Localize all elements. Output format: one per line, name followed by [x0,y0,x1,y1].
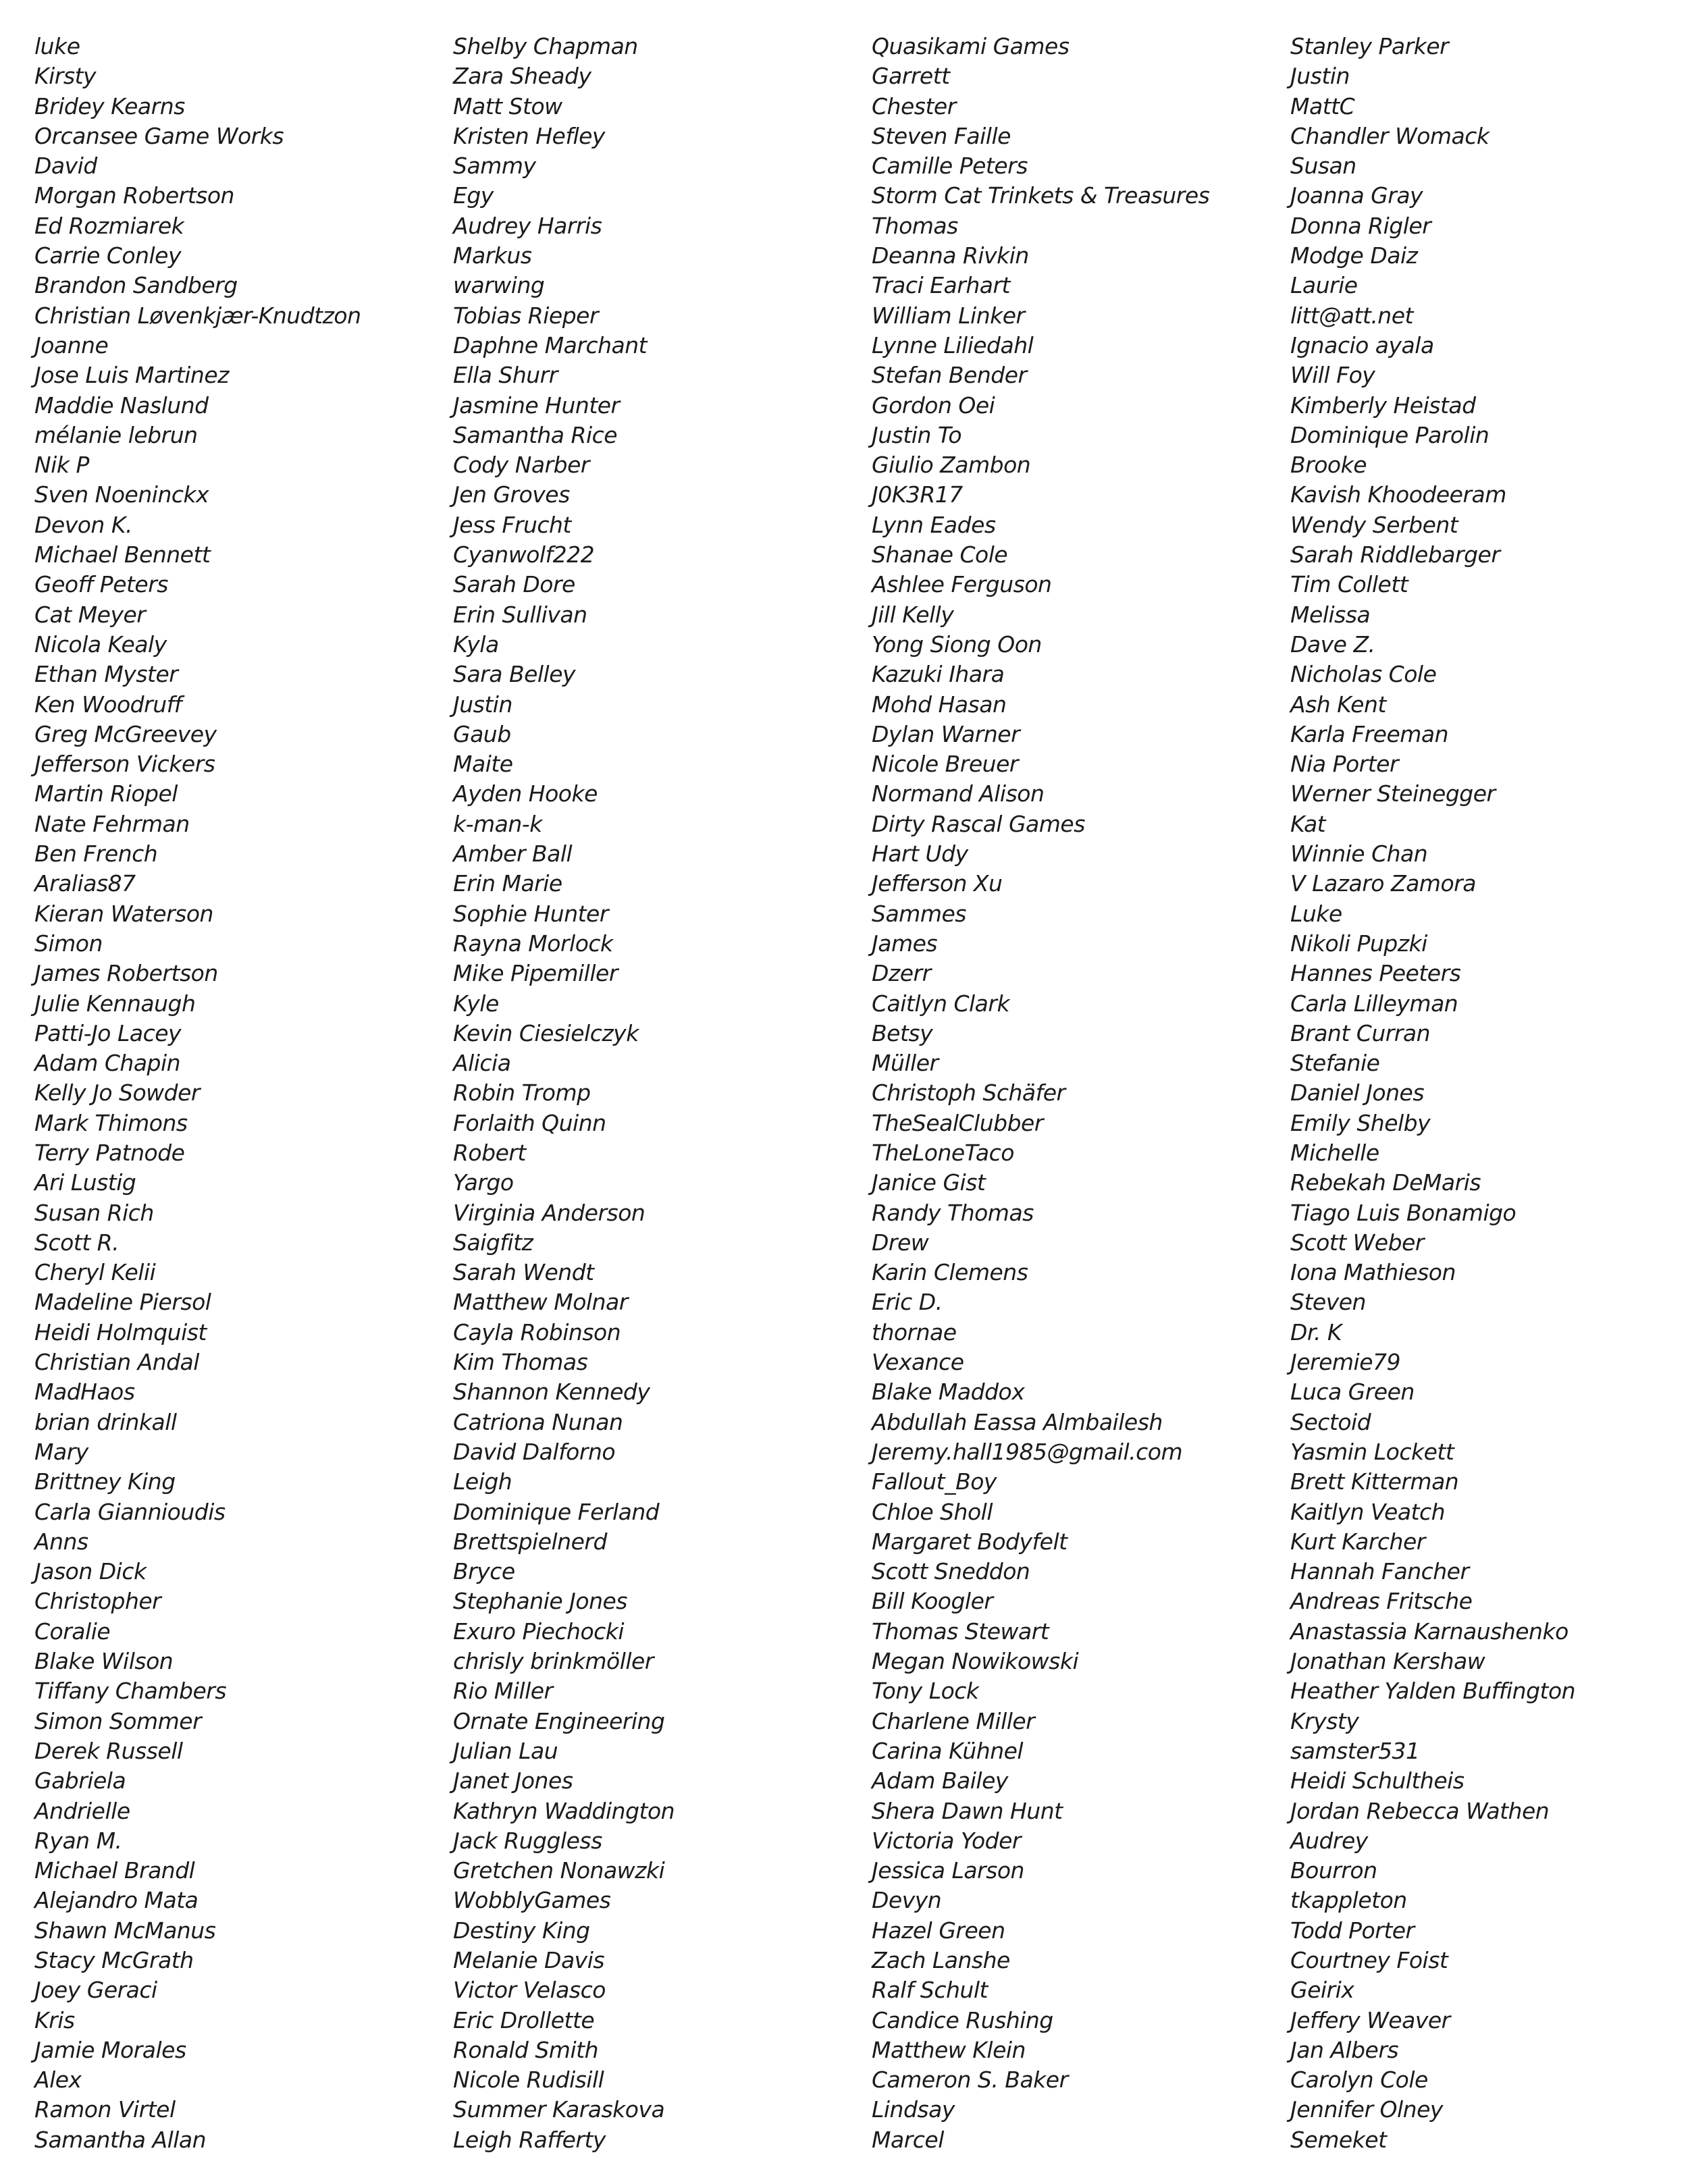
name-entry: Sammes [872,900,966,927]
name-entry: Sarah Riddlebarger [1290,541,1500,568]
name-entry: Vexance [872,1349,964,1376]
name-entry: Semeket [1290,2126,1387,2153]
name-entry: Mary [34,1438,88,1465]
name-entry: Scott Sneddon [872,1558,1030,1585]
name-entry: Giulio Zambon [872,452,1031,479]
name-entry: Donna Rigler [1290,212,1431,239]
name-entry: Thomas Stewart [872,1618,1049,1645]
name-entry: Brant Curran [1290,1019,1431,1046]
name-entry: Carla Lilleyman [1290,990,1458,1017]
name-entry: Kirsty [34,63,97,90]
name-entry: Melissa [1290,601,1371,628]
name-entry: Patti-Jo Lacey [34,1019,182,1046]
name-entry: Quasikami Games [872,33,1070,59]
name-entry: Michael Brandl [34,1857,195,1884]
name-entry: Normand Alison [872,780,1045,807]
name-entry: Samantha Allan [34,2126,207,2153]
name-entry: Candice Rushing [872,2006,1053,2033]
name-entry: Susan [1290,153,1356,180]
name-entry: Andreas Fritsche [1290,1588,1473,1615]
name-entry: Simon [34,930,103,957]
name-entry: Alicia [453,1050,511,1077]
name-entry: Megan Nowikowski [872,1648,1079,1675]
name-entry: Tim Collett [1290,571,1408,598]
name-entry: Michael Bennett [34,541,211,568]
name-entry: Jen Groves [453,481,570,508]
name-entry: Rebekah DeMaris [1290,1169,1481,1196]
name-entry: Nicola Kealy [34,631,167,658]
name-entry: Joey Geraci [34,1977,157,2004]
name-entry: Ethan Myster [34,661,178,688]
name-entry: Christopher [34,1588,161,1615]
name-entry: Cody Narber [453,452,589,479]
name-entry: Chandler Womack [1290,122,1489,149]
name-entry: Carina Kühnel [872,1737,1024,1764]
name-entry: Martin Riopel [34,780,178,807]
name-entry: James Robertson [34,960,218,987]
name-entry: Lynne Liliedahl [872,331,1034,358]
name-entry: Carla Giannioudis [34,1498,226,1525]
name-entry: Nicholas Cole [1290,661,1437,688]
name-entry: Jeremie79 [1290,1349,1401,1376]
name-entry: Jasmine Hunter [453,392,620,419]
name-entry: Ash Kent [1290,691,1386,718]
name-entry: Cat Meyer [34,601,146,628]
name-entry: Kathryn Waddington [453,1797,675,1824]
name-entry: Devyn [872,1887,942,1914]
name-entry: Julie Kennaugh [34,990,196,1017]
name-entry: Melanie Davis [453,1947,605,1973]
name-entry: Brooke [1290,452,1367,479]
name-entry: Sophie Hunter [453,900,608,927]
name-entry: Dominique Parolin [1290,421,1489,448]
name-entry: Saigfitz [453,1229,533,1256]
name-entry: Audrey Harris [453,212,602,239]
name-entry: Luca Green [1290,1379,1415,1406]
name-entry: Mark Thimons [34,1109,188,1136]
name-entry: Ralf Schult [872,1977,988,2004]
name-entry: Maddie Naslund [34,392,209,419]
name-entry: Robert [453,1139,526,1166]
name-entry: Ari Lustig [34,1169,136,1196]
name-entry: Tobias Rieper [453,302,599,329]
name-entry: Ella Shurr [453,362,558,389]
name-entry: Gabriela [34,1767,126,1794]
name-entry: Sven Noeninckx [34,481,209,508]
name-entry: Justin [453,691,512,718]
name-entry: Thomas [872,212,958,239]
name-column-4 [1290,32,1688,2155]
name-entry: Nia Porter [1290,751,1399,778]
name-entry: Nik P [34,452,89,479]
name-entry: Tony Lock [872,1678,979,1705]
name-entry: Jill Kelly [872,601,954,628]
name-entry: Erin Marie [453,870,562,897]
name-entry: Geirix [1290,1977,1354,2004]
name-entry: Kazuki Ihara [872,661,1005,688]
name-entry: Matthew Molnar [453,1289,628,1316]
name-entry: Kaitlyn Veatch [1290,1498,1446,1525]
name-entry: Scott Weber [1290,1229,1424,1256]
name-entry: Stefan Bender [872,362,1027,389]
name-entry: Forlaith Quinn [453,1109,606,1136]
name-entry: Maite [453,751,513,778]
name-entry: Shannon Kennedy [453,1379,650,1406]
name-entry: Zara Sheady [453,63,591,90]
name-entry: Dylan Warner [872,720,1020,747]
name-entry: tkappleton [1290,1887,1407,1914]
name-entry: Charlene Miller [872,1707,1035,1734]
name-entry: Jeffery Weaver [1290,2006,1450,2033]
name-entry: Jonathan Kershaw [1290,1648,1485,1675]
name-entry: Rayna Morlock [453,930,613,957]
name-entry: Gaub [453,720,511,747]
name-entry: Stacy McGrath [34,1947,194,1973]
name-entry: MattC [1290,92,1355,119]
name-entry: Cheryl Kelii [34,1259,156,1286]
name-entry: Eric D. [872,1289,943,1316]
name-entry: Ornate Engineering [453,1707,665,1734]
name-entry: Jason Dick [34,1558,147,1585]
name-entry: Wendy Serbent [1290,511,1458,538]
name-entry: Ronald Smith [453,2036,598,2063]
name-entry: Victoria Yoder [872,1827,1022,1854]
name-entry: Ramon Virtel [34,2096,176,2123]
name-entry: Robin Tromp [453,1080,591,1107]
name-entry: Derek Russell [34,1737,183,1764]
name-entry: Kimberly Heistad [1290,392,1476,419]
name-entry: Dominique Ferland [453,1498,660,1525]
name-entry: Stanley Parker [1290,33,1449,59]
name-entry: chrisly brinkmöller [453,1648,654,1675]
name-entry: litt@att.net [1290,302,1413,329]
name-entry: Carolyn Cole [1290,2067,1428,2094]
name-entry: Steven Faille [872,122,1011,149]
name-entry: Hazel Green [872,1917,1005,1944]
name-entry: James [872,930,938,957]
name-entry: Aralias87 [34,870,136,897]
name-entry: Iona Mathieson [1290,1259,1456,1286]
name-entry: Lindsay [872,2096,955,2123]
name-entry: Hannah Fancher [1290,1558,1469,1585]
name-entry: Ed Rozmiarek [34,212,184,239]
name-entry: Karin Clemens [872,1259,1028,1286]
name-entry: Dave Z. [1290,631,1375,658]
name-entry: Nicole Breuer [872,751,1018,778]
name-entry: Courtney Foist [1290,1947,1448,1973]
name-entry: Ken Woodruff [34,691,182,718]
name-entry: Heidi Holmquist [34,1319,207,1346]
name-entry: Coralie [34,1618,111,1645]
name-entry: Shera Dawn Hunt [872,1797,1063,1824]
name-entry: Adam Chapin [34,1050,181,1077]
name-entry: Matt Stow [453,92,562,119]
name-entry: Jose Luis Martinez [34,362,229,389]
name-entry: TheSealClubber [872,1109,1043,1136]
name-entry: Exuro Piechocki [453,1618,625,1645]
name-entry: William Linker [872,302,1025,329]
name-entry: Jennifer Olney [1290,2096,1443,2123]
name-entry: Tiago Luis Bonamigo [1290,1199,1516,1226]
name-entry: Nate Fehrman [34,810,190,837]
name-entry: Heather Yalden Buffington [1290,1678,1576,1705]
name-entry: Müller [872,1050,939,1077]
name-entry: Drew [872,1229,929,1256]
name-entry: Anastassia Karnaushenko [1290,1618,1568,1645]
name-entry: Chester [872,92,956,119]
name-entry: Jan Albers [1290,2036,1399,2063]
name-entry: Summer Karaskova [453,2096,665,2123]
name-entry: Will Foy [1290,362,1375,389]
name-entry: Greg McGreevey [34,720,217,747]
name-entry: Virginia Anderson [453,1199,645,1226]
name-entry: Samantha Rice [453,421,618,448]
name-entry: k-man-k [453,810,542,837]
name-entry: Shawn McManus [34,1917,216,1944]
name-entry: Winnie Chan [1290,841,1428,868]
name-entry: Gretchen Nonawzki [453,1857,665,1884]
name-entry: Kat [1290,810,1326,837]
name-entry: Brett Kitterman [1290,1468,1459,1495]
name-entry: Ayden Hooke [453,780,598,807]
name-entry: Tiffany Chambers [34,1678,227,1705]
name-entry: Audrey [1290,1827,1368,1854]
name-entry: WobblyGames [453,1887,611,1914]
name-entry: Jamie Morales [34,2036,186,2063]
name-entry: Yasmin Lockett [1290,1438,1454,1465]
name-entry: Sarah Wendt [453,1259,594,1286]
name-entry: Dzerr [872,960,931,987]
name-entry: Susan Rich [34,1199,154,1226]
name-entry: Orcansee Game Works [34,122,284,149]
name-entry: MadHaos [34,1379,135,1406]
name-entry: Traci Earhart [872,272,1010,299]
name-entry: Margaret Bodyfelt [872,1528,1067,1555]
name-entry: Yong Siong Oon [872,631,1042,658]
name-entry: Stefanie [1290,1050,1380,1077]
name-entry: Laurie [1290,272,1358,299]
name-entry: J0K3R17 [872,481,963,508]
name-entry: David Dalforno [453,1438,616,1465]
name-entry: Kevin Ciesielczyk [453,1019,639,1046]
name-entry: Luke [1290,900,1342,927]
name-entry: Joanna Gray [1290,182,1423,209]
name-entry: Kurt Karcher [1290,1528,1425,1555]
name-entry: Joanne [34,331,109,358]
name-entry: Hannes Peeters [1290,960,1461,987]
name-entry: Madeline Piersol [34,1289,211,1316]
name-entry: Garrett [872,63,950,90]
name-entry: Brandon Sandberg [34,272,238,299]
name-entry: Zach Lanshe [872,1947,1010,1973]
name-entry: Simon Sommer [34,1707,202,1734]
name-entry: Cameron S. Baker [872,2067,1068,2094]
name-entry: Brettspielnerd [453,1528,607,1555]
name-column-3 [872,32,1277,2155]
name-entry: Shelby Chapman [453,33,638,59]
name-entry: David [34,153,97,180]
name-entry: Modge Daiz [1290,242,1418,269]
name-entry: Hart Udy [872,841,968,868]
name-entry: Scott R. [34,1229,120,1256]
name-entry: Nikoli Pupzki [1290,930,1427,957]
name-entry: Justin To [872,421,962,448]
name-entry: Sarah Dore [453,571,575,598]
name-entry: mélanie lebrun [34,421,198,448]
name-entry: Carrie Conley [34,242,182,269]
name-entry: Stephanie Jones [453,1588,627,1615]
name-entry: Camille Peters [872,153,1028,180]
name-entry: Catriona Nunan [453,1408,623,1435]
name-entry: Victor Velasco [453,1977,606,2004]
name-entry: Kristen Hefley [453,122,605,149]
name-entry: samster531 [1290,1737,1420,1764]
name-entry: Leigh [453,1468,512,1495]
name-entry: Egy [453,182,494,209]
name-entry: Jeremy.hall1985@gmail.com [872,1438,1183,1465]
name-entry: Sectoid [1290,1408,1371,1435]
name-entry: Markus [453,242,532,269]
name-entry: Ryan M. [34,1827,122,1854]
name-entry: thornae [872,1319,957,1346]
name-entry: Mike Pipemiller [453,960,618,987]
name-entry: Christoph Schäfer [872,1080,1065,1107]
name-column-2 [453,32,858,2155]
name-entry: Yargo [453,1169,514,1196]
name-entry: Bridey Kearns [34,92,185,119]
name-entry: Sara Belley [453,661,576,688]
name-entry: Michelle [1290,1139,1379,1166]
name-entry: Matthew Klein [872,2036,1026,2063]
name-entry: Eric Drollette [453,2006,595,2033]
name-entry: Werner Steinegger [1290,780,1496,807]
name-entry: Bryce [453,1558,515,1585]
name-entry: Jefferson Vickers [34,751,215,778]
name-entry: Bourron [1290,1857,1377,1884]
name-entry: brian drinkall [34,1408,177,1435]
name-entry: Ben French [34,841,158,868]
name-entry: Ashlee Ferguson [872,571,1052,598]
name-entry: Heidi Schultheis [1290,1767,1465,1794]
name-entry: Christian Andal [34,1349,199,1376]
name-entry: Ignacio ayala [1290,331,1434,358]
name-entry: Leigh Rafferty [453,2126,606,2153]
name-entry: TheLoneTaco [872,1139,1014,1166]
name-entry: Blake Wilson [34,1648,174,1675]
name-entry: Devon K. [34,511,132,538]
name-entry: Nicole Rudisill [453,2067,604,2094]
name-entry: Emily Shelby [1290,1109,1431,1136]
name-entry: Randy Thomas [872,1199,1034,1226]
name-entry: Morgan Robertson [34,182,234,209]
name-entry: Blake Maddox [872,1379,1025,1406]
name-entry: Sammy [453,153,536,180]
name-entry: Andrielle [34,1797,130,1824]
name-entry: Karla Freeman [1290,720,1449,747]
name-entry: Geoff Peters [34,571,168,598]
name-column-1 [34,32,440,2155]
name-entry: Gordon Oei [872,392,995,419]
name-entry: Kyla [453,631,499,658]
name-entry: Alex [34,2067,82,2094]
name-entry: Krysty [1290,1707,1359,1734]
name-entry: Jordan Rebecca Wathen [1290,1797,1550,1824]
name-entry: warwing [453,272,545,299]
name-entry: Bill Koogler [872,1588,993,1615]
name-entry: Daniel Jones [1290,1080,1425,1107]
name-entry: Kris [34,2006,75,2033]
name-entry: Justin [1290,63,1350,90]
name-entry: Dr. K [1290,1319,1342,1346]
name-entry: Jess Frucht [453,511,571,538]
name-entry: Daphne Marchant [453,331,648,358]
name-entry: Marcel [872,2126,944,2153]
name-entry: Abdullah Eassa Almbailesh [872,1408,1163,1435]
name-entry: Kavish Khoodeeram [1290,481,1506,508]
name-entry: Cyanwolf222 [453,541,595,568]
name-entry: luke [34,33,80,59]
name-entry: Brittney King [34,1468,176,1495]
name-entry: Mohd Hasan [872,691,1007,718]
name-entry: Todd Porter [1290,1917,1415,1944]
name-entry: Rio Miller [453,1678,553,1705]
name-entry: Shanae Cole [872,541,1008,568]
name-entry: Janice Gist [872,1169,986,1196]
name-entry: Lynn Eades [872,511,996,538]
name-entry: Fallout_Boy [872,1468,997,1495]
name-entry: Chloe Sholl [872,1498,993,1525]
name-entry: Julian Lau [453,1737,558,1764]
name-entry: Kelly Jo Sowder [34,1080,200,1107]
name-entry: Anns [34,1528,88,1555]
name-entry: Deanna Rivkin [872,242,1029,269]
name-entry: Betsy [872,1019,933,1046]
name-entry: Amber Ball [453,841,573,868]
name-entry: Christian Løvenkjær-Knudtzon [34,302,361,329]
name-entry: Steven [1290,1289,1366,1316]
name-entry: Destiny King [453,1917,590,1944]
name-entry: Caitlyn Clark [872,990,1010,1017]
name-entry: Alejandro Mata [34,1887,199,1914]
name-entry: Erin Sullivan [453,601,587,628]
name-entry: Jack Ruggless [453,1827,602,1854]
name-entry: V Lazaro Zamora [1290,870,1476,897]
name-entry: Janet Jones [453,1767,573,1794]
name-entry: Adam Bailey [872,1767,1008,1794]
name-entry: Kim Thomas [453,1349,588,1376]
name-entry: Jessica Larson [872,1857,1024,1884]
name-entry: Jefferson Xu [872,870,1003,897]
name-entry: Kyle [453,990,499,1017]
name-entry: Cayla Robinson [453,1319,621,1346]
name-entry: Kieran Waterson [34,900,213,927]
name-entry: Dirty Rascal Games [872,810,1085,837]
name-entry: Storm Cat Trinkets & Treasures [872,182,1210,209]
name-entry: Terry Patnode [34,1139,185,1166]
